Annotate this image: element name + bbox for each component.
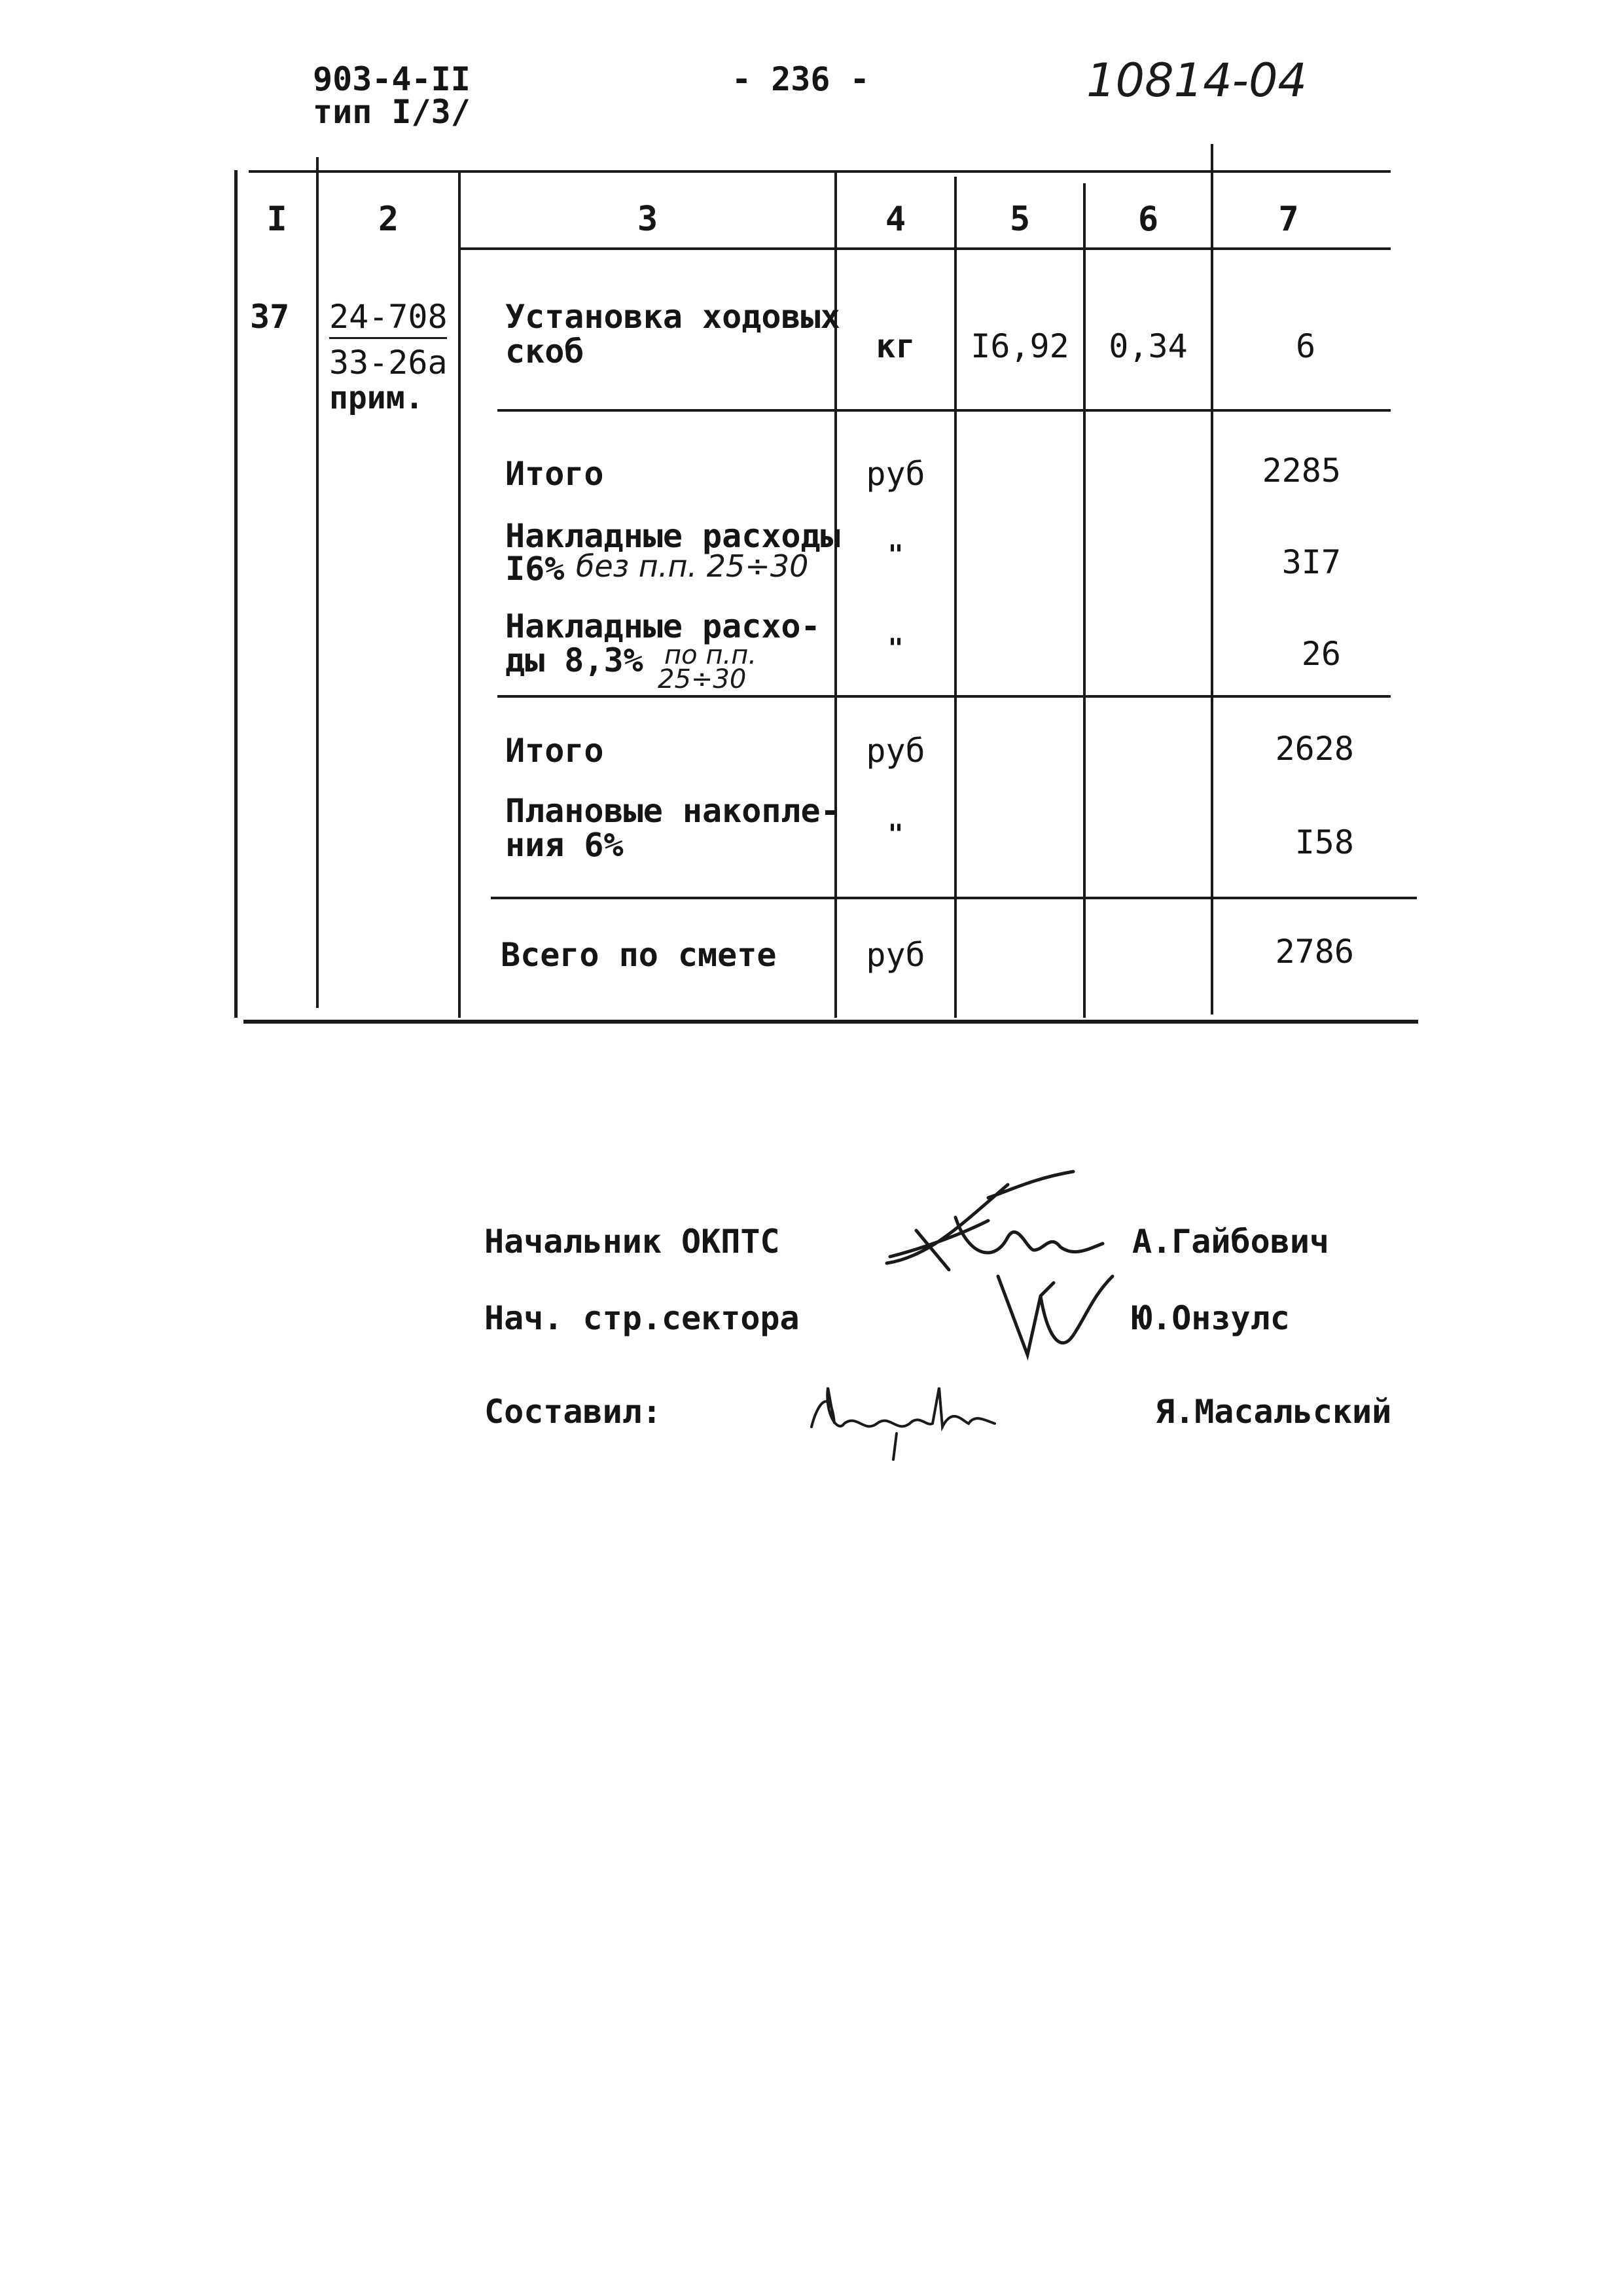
total-label-2: Итого [505,732,604,770]
row-col6: 0,34 [1109,327,1188,365]
signature-title-1: Начальник ОКПТС [484,1223,780,1261]
signature-name-3: Я.Масальский [1155,1393,1392,1431]
planned-savings-value: I58 [1294,823,1354,861]
overhead-83-unit: " [887,634,904,664]
overhead-83-label-1: Накладные расхо- [505,607,821,645]
signature-title-2: Нач. стр.сектора [484,1299,800,1337]
row-name-2: скоб [505,332,584,370]
row-code-3: прим. [329,380,424,416]
row-name-1: Установка ходовых [505,298,840,336]
row-divider-2 [497,695,1391,698]
overhead-83-note-1: по п.п. [664,640,757,670]
table-bottom-border [243,1020,1418,1024]
row-col7: 6 [1295,327,1316,365]
grand-total-unit: руб [866,936,925,974]
table-left-border [234,170,238,1018]
overhead-16-label-1: Накладные расходы [505,517,840,555]
planned-savings-unit: " [887,819,904,850]
document-code: 903-4-II [313,60,471,98]
col-header-3: 3 [637,200,658,239]
col-header-4: 4 [885,200,906,239]
grand-total-value: 2786 [1275,933,1354,971]
total-label-1: Итого [505,455,604,493]
overhead-16-value: 3I7 [1281,543,1341,581]
row-code-1: 24-708 [329,298,448,336]
overhead-16-label-2: I6% [505,550,565,588]
row-divider-1 [497,409,1391,412]
col-header-2: 2 [378,200,399,239]
overhead-83-note-2: 25÷30 [658,664,747,694]
handwritten-doc-number: 10814-04 [1086,54,1308,107]
total-value-2: 2628 [1275,730,1354,768]
col-header-1: I [266,200,287,239]
signature-title-3: Составил: [484,1393,662,1431]
overhead-83-value: 26 [1301,635,1341,673]
signature-mark-3 [798,1361,1008,1466]
header-bottom-border [458,247,1391,250]
overhead-83-label-2: ды 8,3% [505,641,643,679]
total-unit-2: руб [866,732,925,770]
col-header-5: 5 [1009,200,1031,239]
total-unit-1: руб [866,455,925,493]
col-header-7: 7 [1278,200,1299,239]
overhead-16-unit: " [887,540,904,570]
row-number: 37 [250,298,290,336]
col-divider-2-3 [458,170,461,1018]
grand-total-label: Всего по смете [501,936,777,974]
signature-name-1: А.Гайбович [1132,1223,1330,1261]
row-code-2: 33-26а [329,344,448,382]
row-col5: I6,92 [971,327,1069,365]
col-divider-4-5 [954,177,957,1018]
table-top-border [249,170,1391,173]
planned-savings-label-2: ния 6% [505,826,624,864]
document-type: тип I/3/ [313,93,471,131]
row-unit: кг [876,327,916,365]
overhead-16-note: без п.п. 25÷30 [576,548,809,584]
signature-name-2: Ю.Онзулс [1132,1299,1290,1337]
total-value-1: 2285 [1262,452,1341,490]
col-divider-5-6 [1083,183,1086,1018]
col-header-6: 6 [1137,200,1159,239]
planned-savings-label-1: Плановые накопле- [505,792,840,830]
row-code-underline [329,337,447,339]
col-divider-1-2 [316,157,319,1008]
page-number: - 236 - [732,60,870,98]
